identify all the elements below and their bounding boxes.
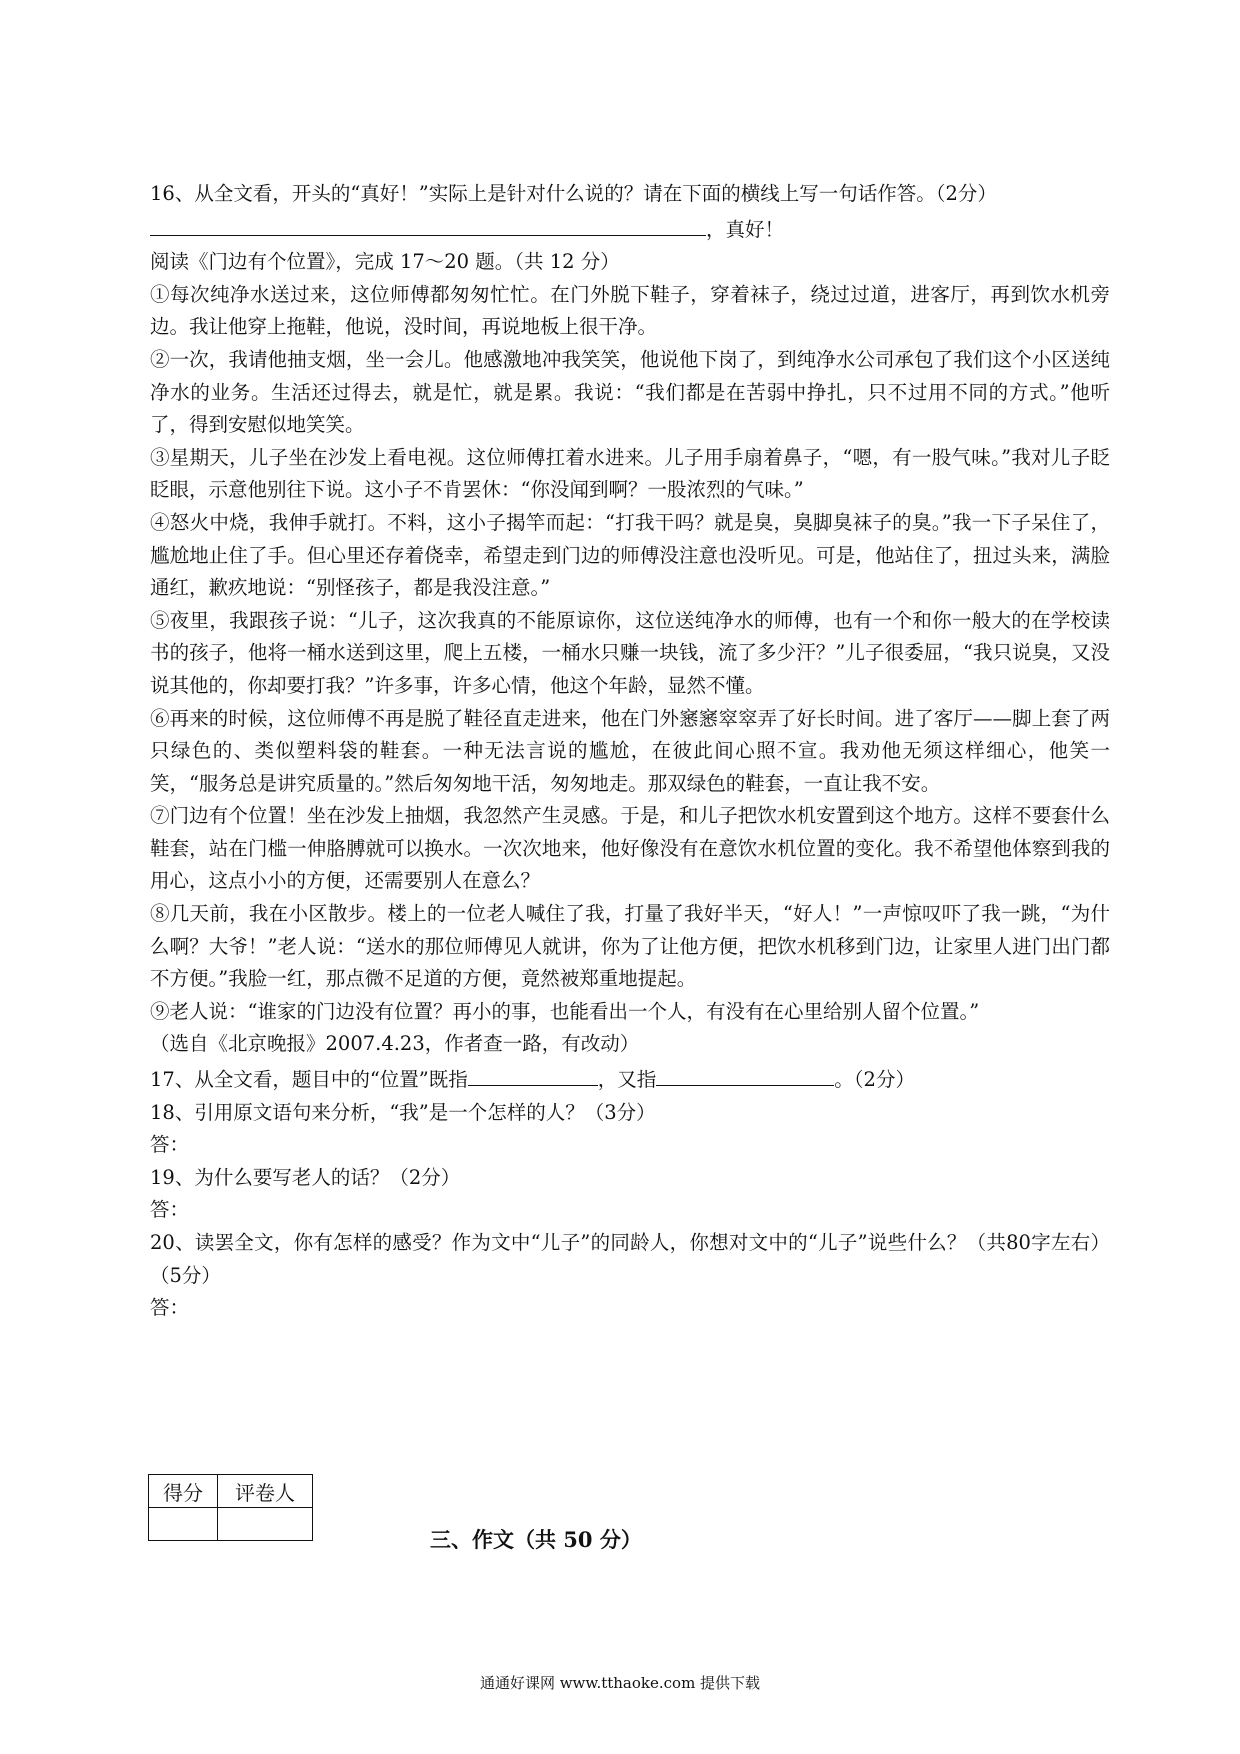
score-header: 得分: [149, 1475, 218, 1508]
paragraph-6: ⑥再来的时候，这位师傅不再是脱了鞋径直走进来，他在门外窸窸窣窣弄了好长时间。进了客厅——脚上套了两只绿色的、类似塑料袋的鞋套。一种无法言说的尴尬，在彼此间心照不宣。我劝他无须这样细心，他笑一笑，“服务总是讲究质量的。”然后匆匆地干活，匆匆地走。那双绿色的鞋套，一直让我不安。: [150, 706, 1110, 795]
answer-blank[interactable]: [468, 1061, 598, 1086]
question-17-text-3: 。（2分）: [834, 1068, 915, 1092]
answer-blank[interactable]: [656, 1061, 834, 1086]
source-citation: （选自《北京晚报》2007.4.23，作者查一路，有改动）: [150, 1032, 640, 1056]
grader-cell[interactable]: [218, 1508, 313, 1541]
question-17-text-2: ，又指: [597, 1068, 657, 1092]
score-table: [148, 1474, 313, 1541]
answer-label: 答：: [150, 1133, 190, 1157]
paragraph-5: ⑤夜里，我跟孩子说：“儿子，这次我真的不能原谅你，这位送纯净水的师傅，也有一个和你一般大的在学校读书的孩子，他将一桶水送到这里，爬上五楼，一桶水只赚一块钱，流了多少汗？”儿子很委屈，“我只说臭，又没说其他的，你却要打我？”许多事，许多心情，他这个年龄，显然不懂。: [150, 608, 1110, 697]
question-17-text-1: 17、从全文看，题目中的“位置”既指: [150, 1068, 468, 1092]
paragraph-4: ④怒火中烧，我伸手就打。不料，这小子揭竿而起：“打我干吗？就是臭，臭脚臭袜子的臭。”我一下子呆住了，尴尬地止住了手。但心里还存着侥幸，希望走到门边的师傅没注意也没听见。可是，他站住了，扭过头来，满脸通红，歉疚地说：“别怪孩子，都是我没注意。”: [150, 510, 1110, 600]
question-16-suffix: ，真好！: [706, 217, 785, 241]
exam-page-content: [150, 178, 1110, 1325]
question-16: 16、从全文看，开头的“真好！”实际上是针对什么说的？请在下面的横线上写一句话作答。（2分）: [150, 182, 997, 205]
score-cell[interactable]: [149, 1508, 218, 1541]
answer-label: 答：: [150, 1296, 190, 1320]
answer-blank[interactable]: [150, 211, 706, 236]
section-title-composition: 三、作文（共 50 分）: [430, 1527, 642, 1552]
reading-intro: 阅读《门边有个位置》，完成 17～20 题。（共 12 分）: [150, 250, 620, 274]
page-footer: 通通好课网 www.tthaoke.com 提供下载: [479, 1674, 761, 1692]
paragraph-9: ⑨老人说：“谁家的门边没有位置？再小的事，也能看出一个人，有没有在心里给别人留个位置。”: [150, 999, 980, 1023]
paragraph-2: ②一次，我请他抽支烟，坐一会儿。他感激地冲我笑笑，他说他下岗了，到纯净水公司承包了我们这个小区送纯净水的业务。生活还过得去，就是忙，就是累。我说：“我们都是在苦弱中挣扎，只不过用不同的方式。”他听了，得到安慰似地笑笑。: [150, 347, 1110, 437]
question-18: 18、引用原文语句来分析，“我”是一个怎样的人？（3分）: [150, 1100, 656, 1124]
paragraph-1: ①每次纯净水送过来，这位师傅都匆匆忙忙。在门外脱下鞋子，穿着袜子，绕过过道，进客厅，再到饮水机旁边。我让他穿上拖鞋，他说，没时间，再说地板上很干净。: [150, 282, 1110, 339]
question-19: 19、为什么要写老人的话？（2分）: [150, 1165, 461, 1189]
question-20: 20、读罢全文，你有怎样的感受？作为文中“儿子”的同龄人，你想对文中的“儿子”说些什么？（共80字左右）（5分）: [150, 1231, 1110, 1287]
question-17: [150, 1061, 1110, 1097]
paragraph-3: ③星期天，儿子坐在沙发上看电视。这位师傅扛着水进来。儿子用手扇着鼻子，“嗯，有一股气味。”我对儿子眨眨眼，示意他别往下说。这小子不肯罢休：“你没闻到啊？一股浓烈的气味。”: [150, 445, 1110, 502]
answer-label: 答：: [150, 1198, 190, 1222]
paragraph-8: ⑧几天前，我在小区散步。楼上的一位老人喊住了我，打量了我好半天，“好人！”一声惊叹吓了我一跳，“为什么啊？大爷！”老人说：“送水的那位师傅见人就讲，你为了让他方便，把饮水机移到门边，让家里人进门出门都不方便。”我脸一红，那点微不足道的方便，竟然被郑重地提起。: [150, 902, 1110, 991]
grader-header: 评卷人: [218, 1475, 313, 1508]
question-16-answer-line: [150, 211, 1110, 247]
paragraph-7: ⑦门边有个位置！坐在沙发上抽烟，我忽然产生灵感。于是，和儿子把饮水机安置到这个地方。这样不要套什么鞋套，站在门槛一伸胳膊就可以换水。一次次地来，他好像没有在意饮水机位置的变化。我不希望他体察到我的用心，这点小小的方便，还需要别人在意么？: [150, 804, 1110, 893]
